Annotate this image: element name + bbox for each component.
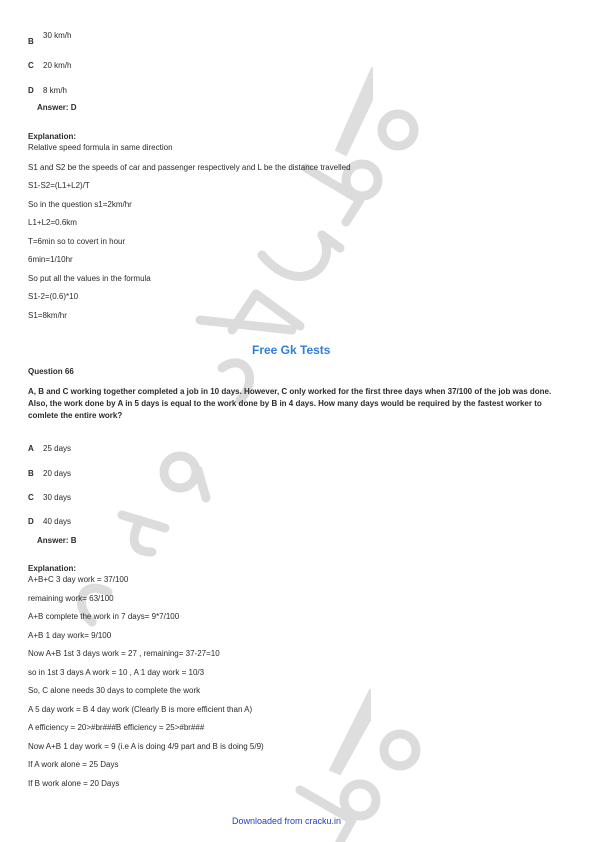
option-letter: B	[28, 469, 34, 478]
explanation-line: So put all the values in the formula	[28, 274, 151, 283]
explanation-line: remaining work= 63/100	[28, 594, 114, 603]
option-text: 40 days	[43, 517, 72, 526]
explanation-line: If B work alone = 20 Days	[28, 779, 120, 788]
option-letter: D	[28, 517, 34, 526]
option-text: 20 days	[43, 469, 72, 478]
explanation-line: S1=8km/hr	[28, 311, 67, 320]
option-letter: A	[28, 444, 34, 453]
explanation-line: So, C alone needs 30 days to complete the work	[28, 686, 201, 695]
explanation-line: A+B complete the work in 7 days= 9*7/100	[28, 612, 180, 621]
explanation-line: T=6min so to covert in hour	[28, 237, 126, 246]
question-text: A, B and C working together completed a job in 10 days. However, C only worked for the first three days when 37/100 of the job was done. Also, the work done by A in 5 days is equal to the work done by B in 4 days. How many days would be required by the fastest worker to comlete the entire work?	[28, 387, 552, 420]
explanation-line: A+B 1 day work= 9/100	[28, 631, 112, 640]
explanation-line: Relative speed formula in same direction	[28, 143, 173, 152]
explanation-line: A 5 day work = B 4 day work (Clearly B is more efficient than A)	[28, 705, 253, 714]
option-text: 30 km/h	[43, 31, 72, 40]
explanation-line: L1+L2=0.6km	[28, 218, 77, 227]
explanation-line: S1-2=(0.6)*10	[28, 292, 79, 301]
explanation-line: Now A+B 1st 3 days work = 27 , remaining= 37-27=10	[28, 649, 220, 658]
question-answer: Answer: B	[37, 536, 77, 545]
option-letter: C	[28, 61, 34, 70]
option-letter: C	[28, 493, 34, 502]
option-text: 25 days	[43, 444, 72, 453]
explanation-line: A efficiency = 20>#br###B efficiency = 25>#br###	[28, 723, 205, 732]
explanation-line: 6min=1/10hr	[28, 255, 73, 264]
option-text: 30 days	[43, 493, 72, 502]
explanation-line: So in the question s1=2km/hr	[28, 200, 132, 209]
explanation-line: so in 1st 3 days A work = 10 , A 1 day work = 10/3	[28, 668, 205, 677]
explanation-line: S1-S2=(L1+L2)/T	[28, 181, 90, 190]
question-explanation-label: Explanation:	[28, 564, 77, 573]
free-gk-tests-link[interactable]: Free Gk Tests	[252, 343, 331, 357]
explanation-line: If A work alone = 25 Days	[28, 760, 119, 769]
question-title: Question 66	[28, 367, 74, 376]
explanation-line: S1 and S2 be the speeds of car and passenger respectively and L be the distance travelled	[28, 163, 351, 172]
prev-answer: Answer: D	[37, 103, 77, 112]
option-text: 8 km/h	[43, 86, 68, 95]
prev-explanation-label: Explanation:	[28, 132, 77, 141]
explanation-line: Now A+B 1 day work = 9 (i.e A is doing 4/9 part and B is doing 5/9)	[28, 742, 264, 751]
option-letter: B	[28, 37, 34, 46]
option-letter: D	[28, 86, 34, 95]
explanation-line: A+B+C 3 day work = 37/100	[28, 575, 129, 584]
footer-download-link[interactable]: Downloaded from cracku.in	[232, 816, 342, 826]
option-text: 20 km/h	[43, 61, 72, 70]
